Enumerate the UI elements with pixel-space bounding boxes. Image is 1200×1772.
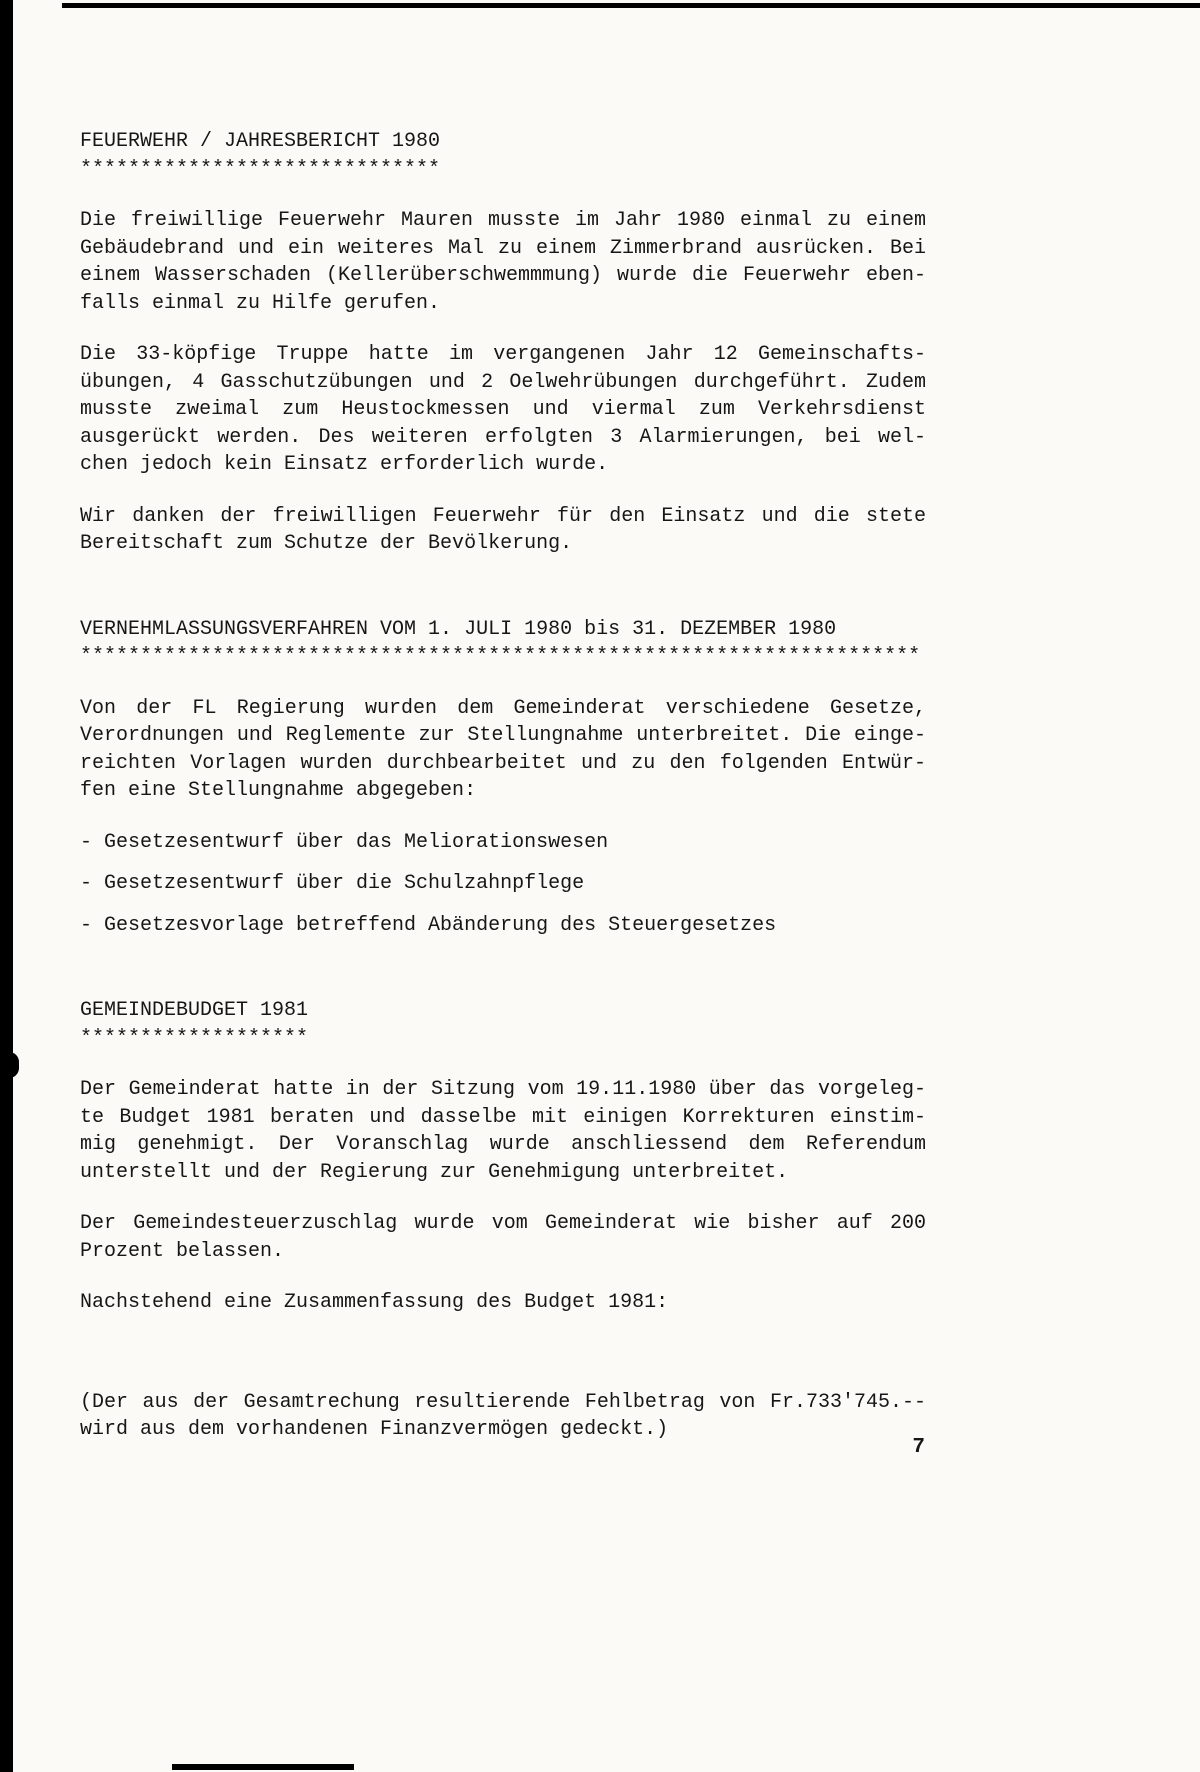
section-heading: GEMEINDEBUDGET 1981 xyxy=(80,999,309,1022)
paragraph xyxy=(80,1289,926,1317)
paragraph xyxy=(80,503,926,558)
scan-artifact-top-line xyxy=(62,3,1200,8)
text-line: Der Gemeinderat hatte in der Sitzung vom 19.11.1980 über das vorgeleg- xyxy=(80,1078,926,1101)
text-line: (Der aus der Gesamtrechung resultierende Fehlbetrag von Fr.733'745.-- xyxy=(80,1390,926,1414)
document-content xyxy=(80,128,926,1444)
text-line: Prozent belassen. xyxy=(80,1239,285,1263)
text-line: reichten Vorlagen wurden durchbearbeitet und zu den folgenden Entwür- xyxy=(80,751,926,775)
paragraph xyxy=(80,207,926,317)
section-heading: FEUERWEHR / JAHRESBERICHT 1980 xyxy=(80,130,441,153)
text-line: Verordnungen und Reglemente zur Stellungnahme unterbreitet. Die einge- xyxy=(80,724,926,747)
text-line: mig genehmigt. Der Voranschlag wurde anschliessend dem Referendum xyxy=(80,1133,926,1156)
text-line: Die 33-köpfige Truppe hatte im vergangenen Jahr 12 Gemeinschafts- xyxy=(80,343,926,366)
text-line: übungen, 4 Gasschutzübungen und 2 Oelwehrübungen durchgeführt. Zudem xyxy=(80,370,926,394)
text-line: chen jedoch kein Einsatz erforderlich wurde. xyxy=(80,453,609,476)
text-line: Nachstehend eine Zusammenfassung des Budget 1981: xyxy=(80,1291,669,1314)
list-item: - Gesetzesvorlage betreffend Abänderung des Steuergesetzes xyxy=(80,913,777,937)
text-line: ausgerückt werden. Des weiteren erfolgten 3 Alarmierungen, bei wel- xyxy=(80,425,926,449)
heading-underline: ********************************************************************** xyxy=(80,645,921,668)
text-line: falls einmal zu Hilfe gerufen. xyxy=(80,291,441,315)
text-line: Die freiwillige Feuerwehr Mauren musste im Jahr 1980 einmal zu einem xyxy=(80,209,926,232)
paragraph xyxy=(80,1210,926,1265)
paragraph xyxy=(80,695,926,805)
text-line: Gebäudebrand und ein weiteres Mal zu einem Zimmerbrand ausrücken. Bei xyxy=(80,236,926,260)
heading-underline: ****************************** xyxy=(80,157,441,181)
scan-artifact-bottom-mark xyxy=(172,1764,354,1770)
scan-artifact-left-bar xyxy=(0,0,13,1772)
text-line: Bereitschaft zum Schutze der Bevölkerung. xyxy=(80,532,573,555)
text-line: Der Gemeindesteuerzuschlag wurde vom Gemeinderat wie bisher auf 200 xyxy=(80,1212,926,1235)
text-line: wird aus dem vorhandenen Finanzvermögen gedeckt.) xyxy=(80,1418,669,1441)
text-line: fen eine Stellungnahme abgegeben: xyxy=(80,779,477,802)
list-item: - Gesetzesentwurf über das Meliorationswesen xyxy=(80,830,609,854)
text-line: Wir danken der freiwilligen Feuerwehr für den Einsatz und die stete xyxy=(80,504,926,528)
list-item: - Gesetzesentwurf über die Schulzahnpflege xyxy=(80,872,585,895)
text-line: Von der FL Regierung wurden dem Gemeinderat verschiedene Gesetze, xyxy=(80,696,926,720)
text-line: musste zweimal zum Heustockmessen und viermal zum Verkehrsdienst xyxy=(80,398,926,421)
scan-artifact-left-blob xyxy=(0,1052,19,1078)
text-line: unterstellt und der Regierung zur Genehmigung unterbreitet. xyxy=(80,1160,789,1184)
paragraph xyxy=(80,341,926,479)
heading-underline: ******************* xyxy=(80,1026,309,1050)
paragraph xyxy=(80,1076,926,1186)
text-line: einem Wasserschaden (Kellerüberschwemmmung) wurde die Feuerwehr eben- xyxy=(80,264,926,287)
page-number: 7 xyxy=(912,1436,926,1459)
section-heading: VERNEHMLASSUNGSVERFAHREN VOM 1. JULI 1980 bis 31. DEZEMBER 1980 xyxy=(80,617,837,641)
text-line: te Budget 1981 beraten und dasselbe mit einigen Korrekturen einstim- xyxy=(80,1105,926,1129)
